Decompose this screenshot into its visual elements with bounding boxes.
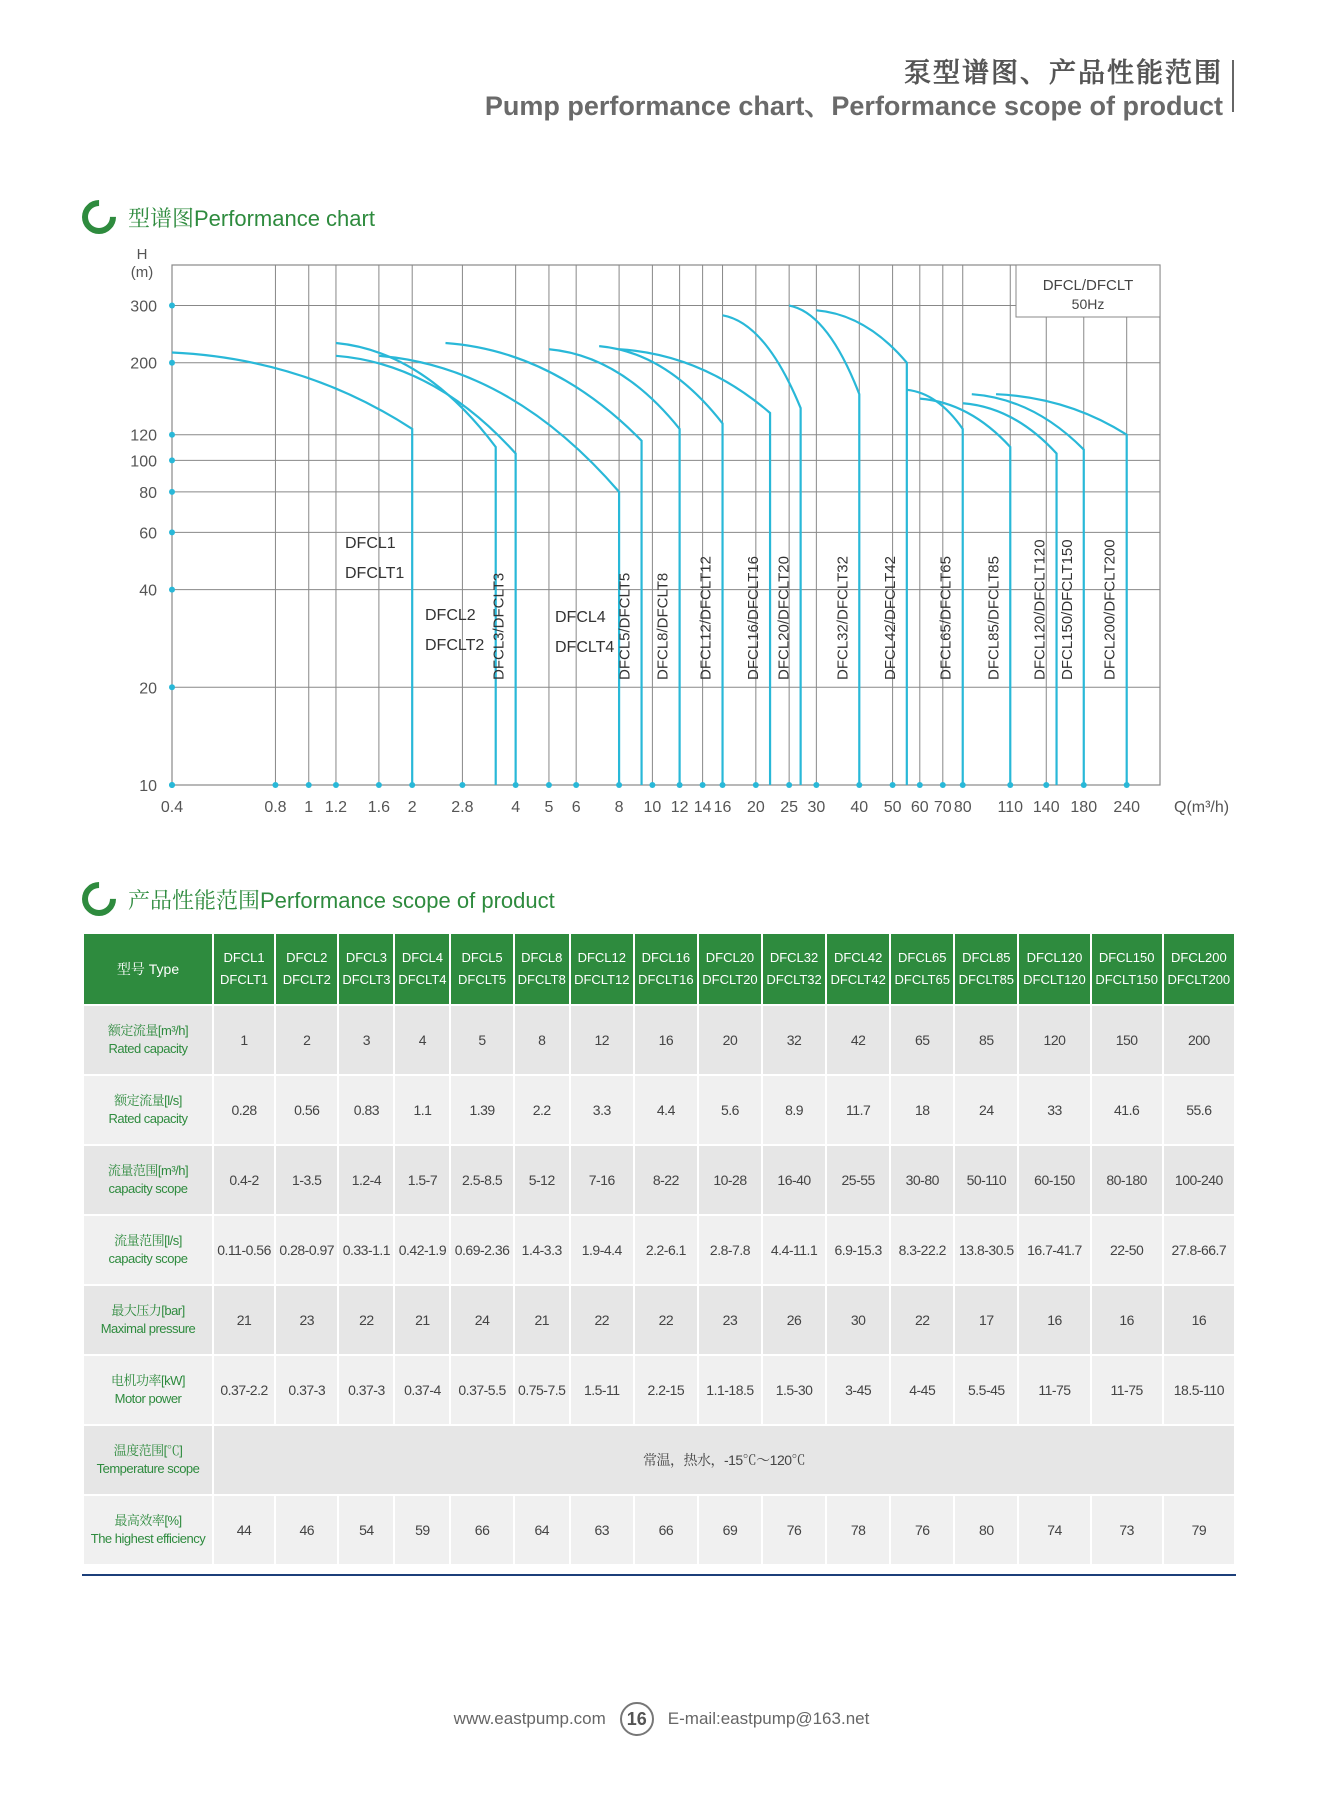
x-tick-dot [459, 782, 465, 788]
table-cell: 120 [1018, 1005, 1090, 1075]
footer-website: www.eastpump.com [453, 1709, 606, 1728]
model-name-t: DFCLT3 [342, 972, 391, 987]
row-label [83, 1145, 213, 1215]
row-label [83, 1425, 213, 1495]
table-cell: 20 [698, 1005, 762, 1075]
table-cell: 24 [450, 1285, 513, 1355]
table-cell: 8.9 [762, 1075, 826, 1145]
table-cell: 1.5-7 [394, 1145, 450, 1215]
x-tick-label: 8 [614, 799, 624, 816]
model-header [394, 933, 450, 1005]
curve-label: DFCL20/DFCLT20 [775, 556, 793, 680]
curve-label-2: DFCLT2 [425, 637, 485, 654]
table-cell: 18.5-110 [1163, 1355, 1235, 1425]
table-cell: 3.3 [570, 1075, 634, 1145]
table-cell: 55.6 [1163, 1075, 1235, 1145]
performance-chart [0, 0, 1323, 830]
table-cell: 26 [762, 1285, 826, 1355]
model-header [213, 933, 275, 1005]
row-label-cn: 电机功率[kW] [111, 1373, 185, 1388]
model-name: DFCL1 [223, 950, 265, 965]
x-tick-dot [813, 782, 819, 788]
table-cell: 22 [634, 1285, 698, 1355]
table-cell: 4.4 [634, 1075, 698, 1145]
model-name-t: DFCLT120 [1023, 972, 1086, 987]
curve-label: DFCL16/DFCLT16 [745, 556, 763, 680]
model-header [826, 933, 890, 1005]
y-axis-label: H [136, 246, 148, 263]
row-label-cn: 流量范围[m³/h] [107, 1163, 189, 1178]
model-header [338, 933, 394, 1005]
table-cell: 1.9-4.4 [570, 1215, 634, 1285]
curve-label: DFCL2 [425, 607, 476, 624]
model-header [514, 933, 570, 1005]
table-cell: 64 [514, 1495, 570, 1565]
footer-email: E-mail:eastpump@163.net [667, 1709, 870, 1728]
table-row [83, 1285, 1235, 1355]
table-cell: 13.8-30.5 [954, 1215, 1018, 1285]
model-name: DFCL20 [705, 950, 755, 965]
curve-dfcl42 [816, 310, 906, 785]
x-tick-label: 50 [883, 799, 902, 816]
x-tick-dot [333, 782, 339, 788]
x-tick-label: 2.8 [451, 799, 474, 816]
table-cell: 5-12 [514, 1145, 570, 1215]
model-header [762, 933, 826, 1005]
table-cell: 0.69-2.36 [450, 1215, 513, 1285]
model-name-t: DFCLT8 [517, 972, 566, 987]
legend-sub: 50Hz [1071, 296, 1105, 312]
table-cell: 73 [1091, 1495, 1163, 1565]
x-tick-label: 1 [304, 799, 314, 816]
table-cell: 22 [570, 1285, 634, 1355]
y-tick-label: 20 [139, 680, 157, 698]
y-tick-dot [169, 529, 175, 535]
x-tick-label: 180 [1070, 799, 1098, 816]
table-cell: 76 [762, 1495, 826, 1565]
table-cell: 12 [570, 1005, 634, 1075]
model-name-t: DFCLT5 [458, 972, 507, 987]
table-cell: 11.7 [826, 1075, 890, 1145]
curve-label: DFCL42/DFCLT42 [881, 556, 899, 680]
table-cell: 2.2-6.1 [634, 1215, 698, 1285]
x-tick-dot [169, 782, 175, 788]
row-label-en: Motor power [114, 1391, 182, 1406]
model-name: DFCL4 [401, 950, 444, 965]
model-header [890, 933, 954, 1005]
table-cell: 1.5-30 [762, 1355, 826, 1425]
table-cell: 46 [275, 1495, 338, 1565]
table-cell: 11-75 [1018, 1355, 1090, 1425]
x-tick-label: 25 [780, 799, 799, 816]
row-label-cn: 最高效率[%] [114, 1513, 182, 1528]
curve-label: DFCL32/DFCLT32 [834, 556, 852, 680]
curve-label: DFCL1 [345, 535, 396, 552]
table-cell: 0.75-7.5 [514, 1355, 570, 1425]
table-cell: 16 [1163, 1285, 1235, 1355]
model-name: DFCL8 [521, 950, 563, 965]
y-tick-label: 300 [130, 298, 157, 316]
table-cell: 0.4-2 [213, 1145, 275, 1215]
x-tick-label: 0.8 [264, 799, 287, 816]
table-cell: 59 [394, 1495, 450, 1565]
y-tick-dot [169, 457, 175, 463]
table-cell: 1.1 [394, 1075, 450, 1145]
table-cell: 0.37-3 [275, 1355, 338, 1425]
table-cell: 80-180 [1091, 1145, 1163, 1215]
curve-label: DFCL8/DFCLT8 [654, 572, 672, 680]
curve-label: DFCL4 [555, 609, 606, 626]
table-cell: 2 [275, 1005, 338, 1075]
table-cell: 66 [450, 1495, 513, 1565]
model-header [634, 933, 698, 1005]
row-label-en: Rated capacity [108, 1111, 188, 1126]
x-tick-label: 5 [544, 799, 554, 816]
y-tick-dot [169, 489, 175, 495]
model-name-t: DFCLT16 [638, 972, 694, 987]
row-label [83, 1005, 213, 1075]
x-tick-label: 60 [910, 799, 929, 816]
model-header [954, 933, 1018, 1005]
row-label-cn: 温度范围[℃] [113, 1443, 183, 1458]
table-cell: 200 [1163, 1005, 1235, 1075]
model-name: DFCL85 [962, 950, 1011, 965]
row-label [83, 1075, 213, 1145]
table-cell: 80 [954, 1495, 1018, 1565]
table-cell: 50-110 [954, 1145, 1018, 1215]
table-cell: 11-75 [1091, 1355, 1163, 1425]
x-tick-dot [700, 782, 706, 788]
table-cell: 16-40 [762, 1145, 826, 1215]
table-cell: 0.56 [275, 1075, 338, 1145]
table-cell: 18 [890, 1075, 954, 1145]
model-name: DFCL120 [1026, 950, 1083, 965]
model-name-t: DFCLT2 [282, 972, 331, 987]
table-cell: 23 [275, 1285, 338, 1355]
y-tick-label: 100 [130, 453, 157, 471]
curve-label: DFCL120/DFCLT120 [1031, 539, 1049, 680]
model-name-t: DFCLT4 [398, 972, 447, 987]
table-cell: 22 [338, 1285, 394, 1355]
table-cell: 21 [394, 1285, 450, 1355]
table-cell: 16.7-41.7 [1018, 1215, 1090, 1285]
page-number: 16 [620, 1702, 654, 1736]
model-header [570, 933, 634, 1005]
curve-label: DFCL65/DFCLT65 [937, 556, 955, 680]
table-cell: 0.37-2.2 [213, 1355, 275, 1425]
y-tick-label: 120 [130, 427, 157, 445]
model-name-t: DFCLT150 [1095, 972, 1158, 987]
table-cell: 8-22 [634, 1145, 698, 1215]
table-cell: 8 [514, 1005, 570, 1075]
table-cell: 1 [213, 1005, 275, 1075]
table-cell: 60-150 [1018, 1145, 1090, 1215]
table-cell: 16 [1091, 1285, 1163, 1355]
x-tick-label: 80 [953, 799, 972, 816]
model-header [698, 933, 762, 1005]
header-title-cn: 泵型谱图、产品性能范围 [904, 58, 1223, 89]
row-label-en: The highest efficiency [90, 1531, 206, 1546]
row-label-en: Maximal pressure [100, 1321, 196, 1336]
table-row [83, 1215, 1235, 1285]
model-name: DFCL32 [769, 950, 819, 965]
table-body [83, 1005, 1235, 1565]
model-header [1018, 933, 1090, 1005]
model-header [450, 933, 513, 1005]
table-cell: 5.6 [698, 1075, 762, 1145]
table-cell: 30 [826, 1285, 890, 1355]
model-name-t: DFCLT1 [219, 972, 269, 987]
x-tick-label: 30 [807, 799, 826, 816]
table-cell: 4.4-11.1 [762, 1215, 826, 1285]
table-cell-span: 常温，热水，-15℃～120℃ [213, 1425, 1235, 1495]
model-name: DFCL3 [345, 950, 387, 965]
table-bottom-rule [82, 1574, 1236, 1576]
table-cell: 79 [1163, 1495, 1235, 1565]
curve-label: DFCL200/DFCLT200 [1101, 539, 1119, 680]
section-table-title [82, 882, 555, 916]
model-name: DFCL12 [577, 950, 626, 965]
y-tick-label: 60 [139, 525, 157, 543]
table-cell: 5 [450, 1005, 513, 1075]
x-tick-label: 14 [693, 799, 712, 816]
table-cell: 0.33-1.1 [338, 1215, 394, 1285]
model-name: DFCL2 [286, 950, 328, 965]
table-cell: 0.28-0.97 [275, 1215, 338, 1285]
model-name: DFCL16 [641, 950, 691, 965]
table-cell: 0.37-4 [394, 1355, 450, 1425]
model-header [275, 933, 338, 1005]
row-label-cn: 额定流量[m³/h] [107, 1023, 189, 1038]
x-tick-dot [890, 782, 896, 788]
x-tick-dot [272, 782, 278, 788]
table-cell: 1.39 [450, 1075, 513, 1145]
table-cell: 8.3-22.2 [890, 1215, 954, 1285]
x-tick-label: 10 [643, 799, 662, 816]
table-row [83, 1495, 1235, 1565]
table-cell: 78 [826, 1495, 890, 1565]
x-tick-dot [649, 782, 655, 788]
table-cell: 1.2-4 [338, 1145, 394, 1215]
x-tick-label: 0.4 [160, 799, 184, 816]
table-cell: 2.2-15 [634, 1355, 698, 1425]
model-name: DFCL150 [1098, 950, 1155, 965]
row-label-cn: 流量范围[l/s] [114, 1233, 182, 1248]
x-tick-dot [786, 782, 792, 788]
curve-dfcl4 [379, 356, 619, 785]
table-cell: 85 [954, 1005, 1018, 1075]
table-row [83, 1355, 1235, 1425]
model-name-t: DFCLT65 [894, 972, 950, 987]
y-axis-unit: (m) [130, 264, 154, 281]
x-tick-label: 110 [997, 799, 1024, 816]
table-cell: 1.1-18.5 [698, 1355, 762, 1425]
table-cell: 1.4-3.3 [514, 1215, 570, 1285]
table-cell: 16 [1018, 1285, 1090, 1355]
curve-dfcl2 [336, 343, 496, 785]
model-name-t: DFCLT20 [702, 972, 758, 987]
table-cell: 10-28 [698, 1145, 762, 1215]
ring-icon [75, 875, 123, 923]
table-cell: 4-45 [890, 1355, 954, 1425]
table-cell: 150 [1091, 1005, 1163, 1075]
x-tick-dot [306, 782, 312, 788]
table-cell: 69 [698, 1495, 762, 1565]
table-cell: 2.2 [514, 1075, 570, 1145]
y-tick-dot [169, 432, 175, 438]
curve-label-2: DFCLT1 [345, 565, 405, 582]
table-row [83, 1075, 1235, 1145]
table-cell: 24 [954, 1075, 1018, 1145]
table-cell: 21 [213, 1285, 275, 1355]
table-cell: 1.5-11 [570, 1355, 634, 1425]
table-cell: 17 [954, 1285, 1018, 1355]
table-cell: 32 [762, 1005, 826, 1075]
row-label-en: Rated capacity [108, 1041, 188, 1056]
row-label [83, 1215, 213, 1285]
x-tick-dot [940, 782, 946, 788]
performance-table [82, 932, 1236, 1566]
y-tick-dot [169, 587, 175, 593]
table-cell: 0.83 [338, 1075, 394, 1145]
y-tick-label: 40 [139, 582, 157, 600]
y-tick-label: 10 [139, 778, 157, 795]
table-cell: 22 [890, 1285, 954, 1355]
model-name: DFCL65 [898, 950, 947, 965]
table-cell: 42 [826, 1005, 890, 1075]
row-label-cn: 额定流量[l/s] [114, 1093, 182, 1108]
x-tick-label: 20 [746, 799, 765, 816]
row-label-cn: 最大压力[bar] [111, 1303, 185, 1318]
row-label [83, 1495, 213, 1565]
y-tick-dot [169, 684, 175, 690]
type-header: 型号 Type [83, 933, 213, 1005]
table-cell: 3 [338, 1005, 394, 1075]
y-tick-dot [169, 303, 175, 309]
row-label-en: Temperature scope [96, 1461, 200, 1476]
legend-title: DFCL/DFCLT [1042, 277, 1134, 294]
model-header [1163, 933, 1235, 1005]
row-label [83, 1285, 213, 1355]
x-tick-label: 16 [713, 799, 732, 816]
curve-label: DFCL85/DFCLT85 [985, 556, 1003, 680]
x-tick-dot [753, 782, 759, 788]
curve-dfcl5 [446, 343, 642, 785]
table-cell: 74 [1018, 1495, 1090, 1565]
table-cell: 63 [570, 1495, 634, 1565]
section-table-title-text: 产品性能范围Performance scope of product [128, 887, 555, 913]
row-label [83, 1355, 213, 1425]
table-cell: 44 [213, 1495, 275, 1565]
x-tick-dot [917, 782, 923, 788]
table-cell: 21 [514, 1285, 570, 1355]
table-row [83, 1145, 1235, 1215]
curve-label: DFCL150/DFCLT150 [1058, 539, 1076, 680]
table-cell: 30-80 [890, 1145, 954, 1215]
model-name-t: DFCLT200 [1167, 972, 1231, 987]
table-cell: 22-50 [1091, 1215, 1163, 1285]
x-tick-label: 1.6 [367, 799, 391, 816]
x-tick-label: 2 [407, 799, 417, 816]
y-tick-label: 200 [130, 355, 157, 373]
x-tick-label: 4 [511, 799, 521, 816]
table-cell: 66 [634, 1495, 698, 1565]
table-cell: 2.8-7.8 [698, 1215, 762, 1285]
x-tick-label: 40 [850, 799, 869, 816]
table-cell: 0.11-0.56 [213, 1215, 275, 1285]
row-label-en: capacity scope [108, 1251, 188, 1266]
table-cell: 4 [394, 1005, 450, 1075]
x-tick-dot [376, 782, 382, 788]
table-cell: 7-16 [570, 1145, 634, 1215]
x-tick-label: 12 [670, 799, 689, 816]
table-header-row [83, 933, 1235, 1005]
table-cell: 0.28 [213, 1075, 275, 1145]
table-cell: 100-240 [1163, 1145, 1235, 1215]
x-tick-label: 240 [1113, 799, 1141, 816]
x-tick-label: 70 [933, 799, 952, 816]
table-cell: 16 [634, 1005, 698, 1075]
table-cell: 0.37-3 [338, 1355, 394, 1425]
table-cell: 0.42-1.9 [394, 1215, 450, 1285]
table-cell: 27.8-66.7 [1163, 1215, 1235, 1285]
table-cell: 0.37-5.5 [450, 1355, 513, 1425]
table-row [83, 1005, 1235, 1075]
table-cell: 1-3.5 [275, 1145, 338, 1215]
table-cell: 25-55 [826, 1145, 890, 1215]
x-tick-label: 6 [571, 799, 581, 816]
curve-label: DFCL3/DFCLT3 [490, 572, 508, 680]
table-cell: 65 [890, 1005, 954, 1075]
model-name-t: DFCLT42 [830, 972, 886, 987]
model-name: DFCL5 [461, 950, 503, 965]
table-cell: 76 [890, 1495, 954, 1565]
footer [0, 1702, 1323, 1736]
model-name: DFCL42 [833, 950, 883, 965]
curve-label: DFCL5/DFCLT5 [616, 572, 634, 680]
y-tick-label: 80 [139, 484, 157, 502]
model-name-t: DFCLT85 [958, 972, 1015, 987]
table-cell: 2.5-8.5 [450, 1145, 513, 1215]
plot-frame [172, 265, 1160, 785]
section-chart-title-text: 型谱图Performance chart [128, 205, 375, 231]
y-tick-dot [169, 360, 175, 366]
x-tick-dot [546, 782, 552, 788]
table-cell: 54 [338, 1495, 394, 1565]
x-tick-label: 1.2 [324, 799, 348, 816]
table-cell: 41.6 [1091, 1075, 1163, 1145]
table-cell: 3-45 [826, 1355, 890, 1425]
row-label-en: capacity scope [108, 1181, 188, 1196]
x-tick-dot [1043, 782, 1049, 788]
x-axis-label: Q(m³/h) [1174, 799, 1230, 816]
model-header [1091, 933, 1163, 1005]
model-name: DFCL200 [1171, 950, 1227, 965]
header-title-en: Pump performance chart、Performance scope of product [484, 91, 1223, 121]
table-row [83, 1425, 1235, 1495]
curve-label-2: DFCLT4 [555, 639, 615, 656]
x-tick-dot [573, 782, 579, 788]
curve-label: DFCL12/DFCLT12 [697, 556, 715, 680]
table-cell: 5.5-45 [954, 1355, 1018, 1425]
table-cell: 6.9-15.3 [826, 1215, 890, 1285]
model-name-t: DFCLT12 [574, 972, 630, 987]
table-cell: 33 [1018, 1075, 1090, 1145]
x-tick-label: 140 [1032, 799, 1060, 816]
model-name-t: DFCLT32 [766, 972, 822, 987]
table-cell: 23 [698, 1285, 762, 1355]
